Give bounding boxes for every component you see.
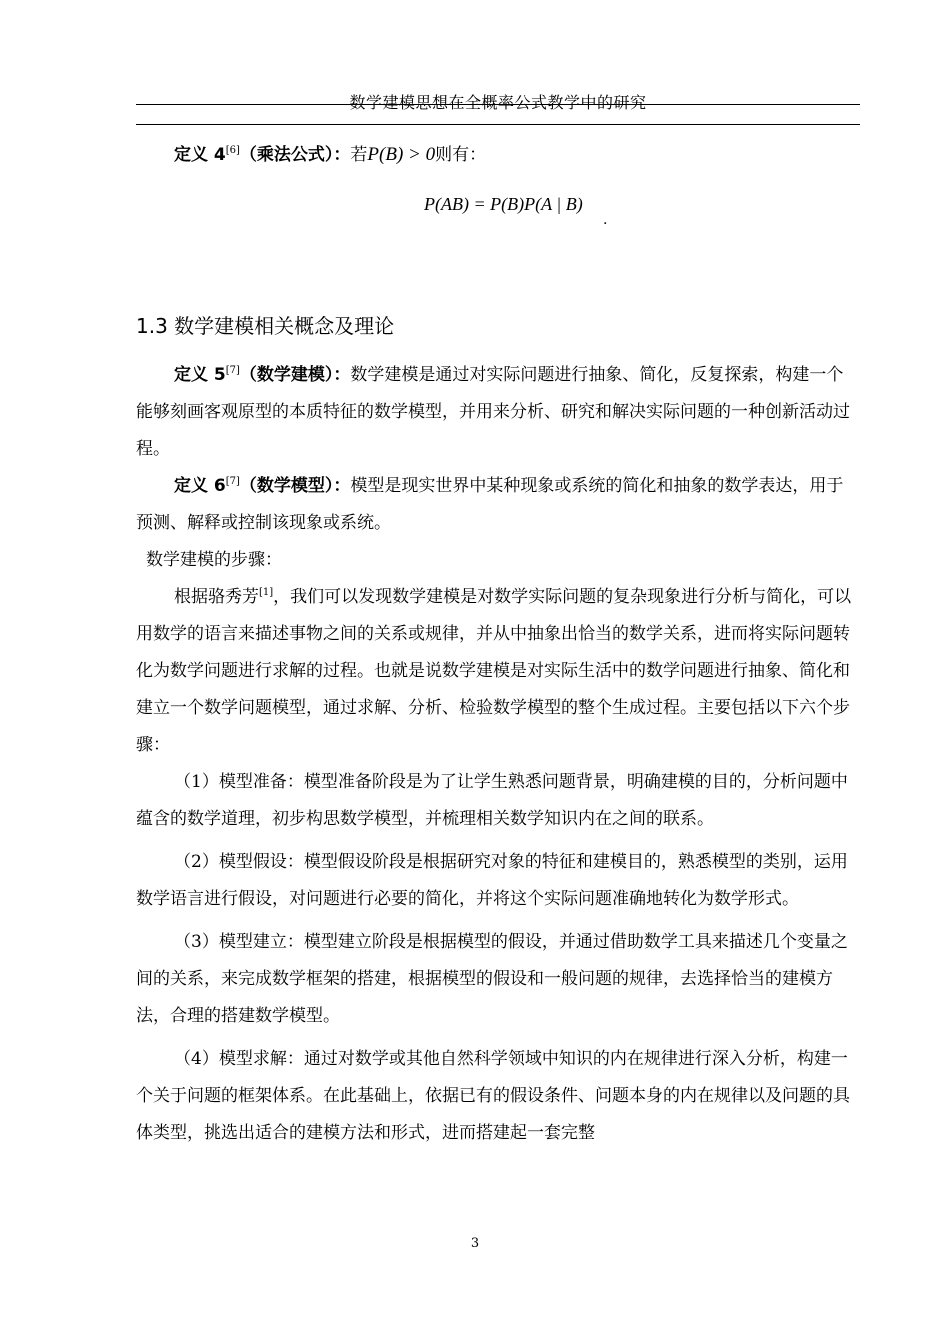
steps-heading: 数学建模的步骤： bbox=[146, 550, 282, 570]
section-heading: 1.3 数学建模相关概念及理论 bbox=[136, 314, 395, 338]
def4-condition: P(B) > 0 bbox=[367, 144, 436, 165]
step-4: （4）模型求解：通过对数学或其他自然科学领域中知识的内在规律进行深入分析，构建一个关于问题的框架体系。在此基础上，依据已有的假设条件、问题本身的内在规律以及问题的具体类型，挑选出适合的建模方法和形式，进而搭建起一套完整 bbox=[136, 1049, 850, 1143]
page-number: 3 bbox=[470, 1236, 480, 1251]
def4-label: 定义 4 bbox=[174, 145, 226, 165]
step-3: （3）模型建立：模型建立阶段是根据模型的假设，并通过借助数学工具来描述几个变量之间的关系，来完成数学框架的搭建，根据模型的假设和一般问题的规律，去选择恰当的建模方法，合理的搭建数学模型。 bbox=[136, 932, 848, 1026]
def6-citation: [7] bbox=[225, 476, 240, 487]
definition-6 bbox=[136, 468, 860, 542]
intro-citation: [1] bbox=[259, 587, 274, 598]
multiplication-formula: P(AB) = P(B)P(A | B) bbox=[424, 194, 583, 214]
def6-name: （数学模型）： bbox=[239, 476, 351, 496]
def6-label: 定义 6 bbox=[174, 476, 226, 496]
intro-pre: 根据骆秀芳 bbox=[174, 587, 259, 607]
def4-post: 则有： bbox=[435, 145, 487, 165]
definition-4 bbox=[136, 140, 860, 170]
definition-5 bbox=[136, 357, 860, 468]
step-2: （2）模型假设：模型假设阶段是根据研究对象的特征和建模目的，熟悉模型的类别，运用数学语言进行假设，对问题进行必要的简化，并将这个实际问题准确地转化为数学形式。 bbox=[136, 852, 848, 909]
header-title: 数学建模思想在全概率公式教学中的研究 bbox=[349, 93, 647, 112]
body-text bbox=[136, 357, 860, 1152]
def4-name: （乘法公式）： bbox=[239, 145, 351, 165]
def5-name: （数学建模）： bbox=[239, 365, 351, 385]
running-header bbox=[136, 86, 860, 126]
def5-citation: [7] bbox=[225, 365, 240, 376]
intro-text: ，我们可以发现数学建模是对数学实际问题的复杂现象进行分析与简化，可以用数学的语言来描述事物之间的关系或规律，并从中抽象出恰当的数学关系，进而将实际问题转化为数学问题进行求解的过程。也就是说数学建模是对实际生活中的数学问题进行抽象、简化和建立一个数学问题模型，通过求解、分析、检验数学模型的整个生成过程。主要包括以下六个步骤： bbox=[136, 587, 852, 755]
def4-pre: 若 bbox=[350, 145, 368, 165]
header-rule-bottom bbox=[136, 124, 860, 125]
intro-paragraph bbox=[136, 579, 860, 764]
def4-citation: [6] bbox=[225, 145, 240, 156]
def5-label: 定义 5 bbox=[174, 365, 226, 385]
step-1: （1）模型准备：模型准备阶段是为了让学生熟悉问题背景，明确建模的目的，分析问题中蕴含的数学道理，初步构思数学模型，并梳理相关数学知识内在之间的联系。 bbox=[136, 772, 848, 829]
def5-text: 数学建模是通过对实际问题进行抽象、简化，反复探索，构建一个能够刻画客观原型的本质特征的数学模型，并用来分析、研究和解决实际问题的一种创新活动过程。 bbox=[136, 365, 850, 459]
formula-dot: . bbox=[603, 212, 608, 228]
def6-text: 模型是现实世界中某种现象或系统的简化和抽象的数学表达，用于预测、解释或控制该现象或系统。 bbox=[136, 476, 844, 533]
